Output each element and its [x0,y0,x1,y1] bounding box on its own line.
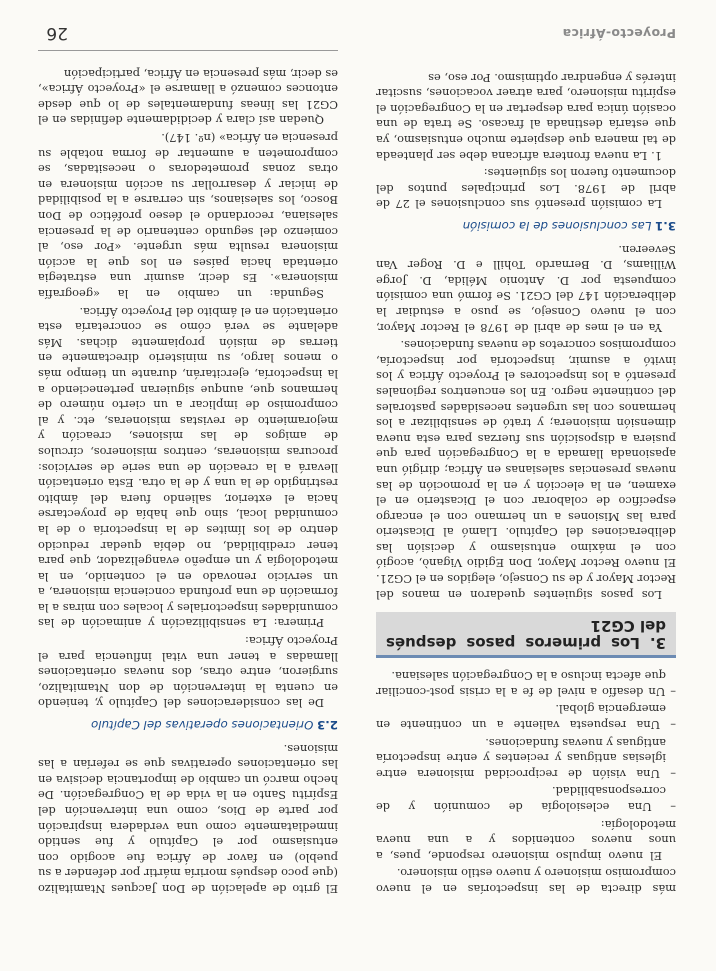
paragraph: Segunda: un cambio en la «geografía misionera». Es decir, asumir una estrategia orientada hacia países en los que la acción misionera resulta más urgente. «Por eso, al comienzo del segundo centenario de la presencia salesiana, recordando el deseo profético de Don Bosco, los salesianos, sin cerrarse a la posibilidad de iniciar y desarrollar su acción misionera en otras zonas prometedoras o necesitadas, se comprometen a aumentar de forma notable su presencia en África» (nº. 147). [38,131,338,302]
paragraph: 1. La nueva frontera africana debe ser planteada de tal manera que despierte mucho entusiasmo, ya que estaría destinada al fracaso. Se trata de una ocasión única para despertar en la Congregación el espíritu misionero, para atraer vocaciones, suscitar interés y engendrar optimismo. Por eso, es [376,70,676,163]
page-number: 26 [46,23,68,43]
paragraph: La comisión presentó sus conclusiones el 27 de abril de 1978. Los principales puntos del documento fueron los siguientes: [376,166,676,212]
section-heading: 3. Los primeros pasos después del CG21 [376,612,676,658]
paragraph: Ya en el mes de abril de 1978 el Rector Mayor, con el nuevo Consejo, se puso a estudiar la deliberación 147 del CG21. Se formó una comisión compuesta por D. Antonio Mélida, D. Jorge Williams, D. Bernardo Tohill e D. Roger Van Seveeren. [376,242,676,335]
running-head: Proyecto-África [562,26,676,41]
paragraph: El grito de apelación de Don Jacques Ntamitalizo (que poco después moriría mártir por defender a su pueblo) en favor de África fue acogido con entusiasmo por el Capítulo y fue sentido inmediatamente como una verdadera inspiración por parte de Dios, como una intervención del Espíritu Santo en la vida de la Congregación. De hecho marcó un cambio de importancia decisiva en las orientaciones operativas que se referían a las misiones. [38,741,338,896]
footer-divider [38,50,338,51]
paragraph: El nuevo impulso misionero responde, pues, a unos nuevos contenidos y a una nueva metodología: [376,817,676,863]
subheading-number: 3.1 [655,219,676,234]
paragraph: De las consideraciones del Capítulo y, teniendo en cuenta la intervención de don Ntamitalizo, surgieron, entre otras, dos nuevas orientaciones llamadas a tener una vital influencia para el Proyecto África: [38,634,338,711]
list-item: – Una eclesiología de comunión y de corresponsabilidad. [376,784,676,815]
paragraph: Quedan así clara y decididamente definidas en el CG21 las líneas fundamentales de lo que desde entonces comenzó a llamarse el «Proyecto África», es decir, más presencia en África, participación [38,66,338,128]
subheading-number: 2.3 [317,718,338,733]
subheading [38,716,338,732]
paragraph: Primera: La sensibilización y animación de las comunidades inspectoriales y locales con miras a la formación de una profunda conciencia misionera, a un servicio renovado en el contenido, en la metodología y un empeño evangelizador, que para tener credibilidad, no debía quedar reducido dentro de los límites de la inspectoría o de la comunidad local, sino que había de proyectarse hacia el exterior, saliendo fuera del ámbito restringido de la una y de la otra. Esta orientación llevará a la creación de una serie de servicios: procuras misioneras, centros misioneros, círculos de amigos de las misiones, creación y mejoramiento de revistas misioneras, etc. y al compromiso de implicar a un cierto número de hermanos que, aunque siguieran perteneciendo a la inspectoría, ejercitarán, durante un tiempo más o menos largo, su ministerio directamente en tierras de misión propiamente dichas. Más adelante se verá cómo se concretaría esta orientación en el ámbito del Proyecto África. [38,304,338,631]
list-item: – Un desafío a nivel de fe a la crisis post-conciliar que afecta incluso a la Congregación salesiana. [376,669,676,699]
list-item: – Una respuesta valiente a un continente en emergencia global. [376,702,676,733]
left-column [376,67,676,896]
paragraph: Los pasos siguientes quedaron en manos del Rector Mayor y de su Consejo, elegidos en el CG21. El nuevo Rector Mayor, Don Egidio Viganò, acogió con el máximo entusiasmo y decisión las deliberaciones del Capítulo. Llamó al Dicasterio para las Misiones a un hermano con el encargo específico de colaborar con el Dicasterio en el examen, en la elección y en la promoción de las nuevas presencias salesianas en África; dirigió una apasionada llamada a la Congregación para que pusiera a disposición sus fuerzas para esta nueva dimensión misionera; y trató de sensibilizar a los hermanos con las urgentes necesidades pastorales del continente negro. En los encuentros regionales presentó a los inspectores el Proyecto África y los invitó a asumir, inspectoría por inspectoría, compromisos concretos de nuevas fundaciones. [376,338,676,602]
subheading-text: Orientaciones operativas del Capítulo [91,718,314,733]
paragraph: más directa de las inspectorías en el nuevo compromiso misionero y nuevo estilo misionero. [376,866,676,896]
subheading [376,217,676,233]
right-column [38,63,338,896]
subheading-text: Las conclusiones de la comisión [462,219,652,234]
list-item: – Una visión de reciprocidad misionera entre iglesias antiguas y recientes y entre inspectoría antiguas y nuevas fundaciones. [376,735,676,781]
